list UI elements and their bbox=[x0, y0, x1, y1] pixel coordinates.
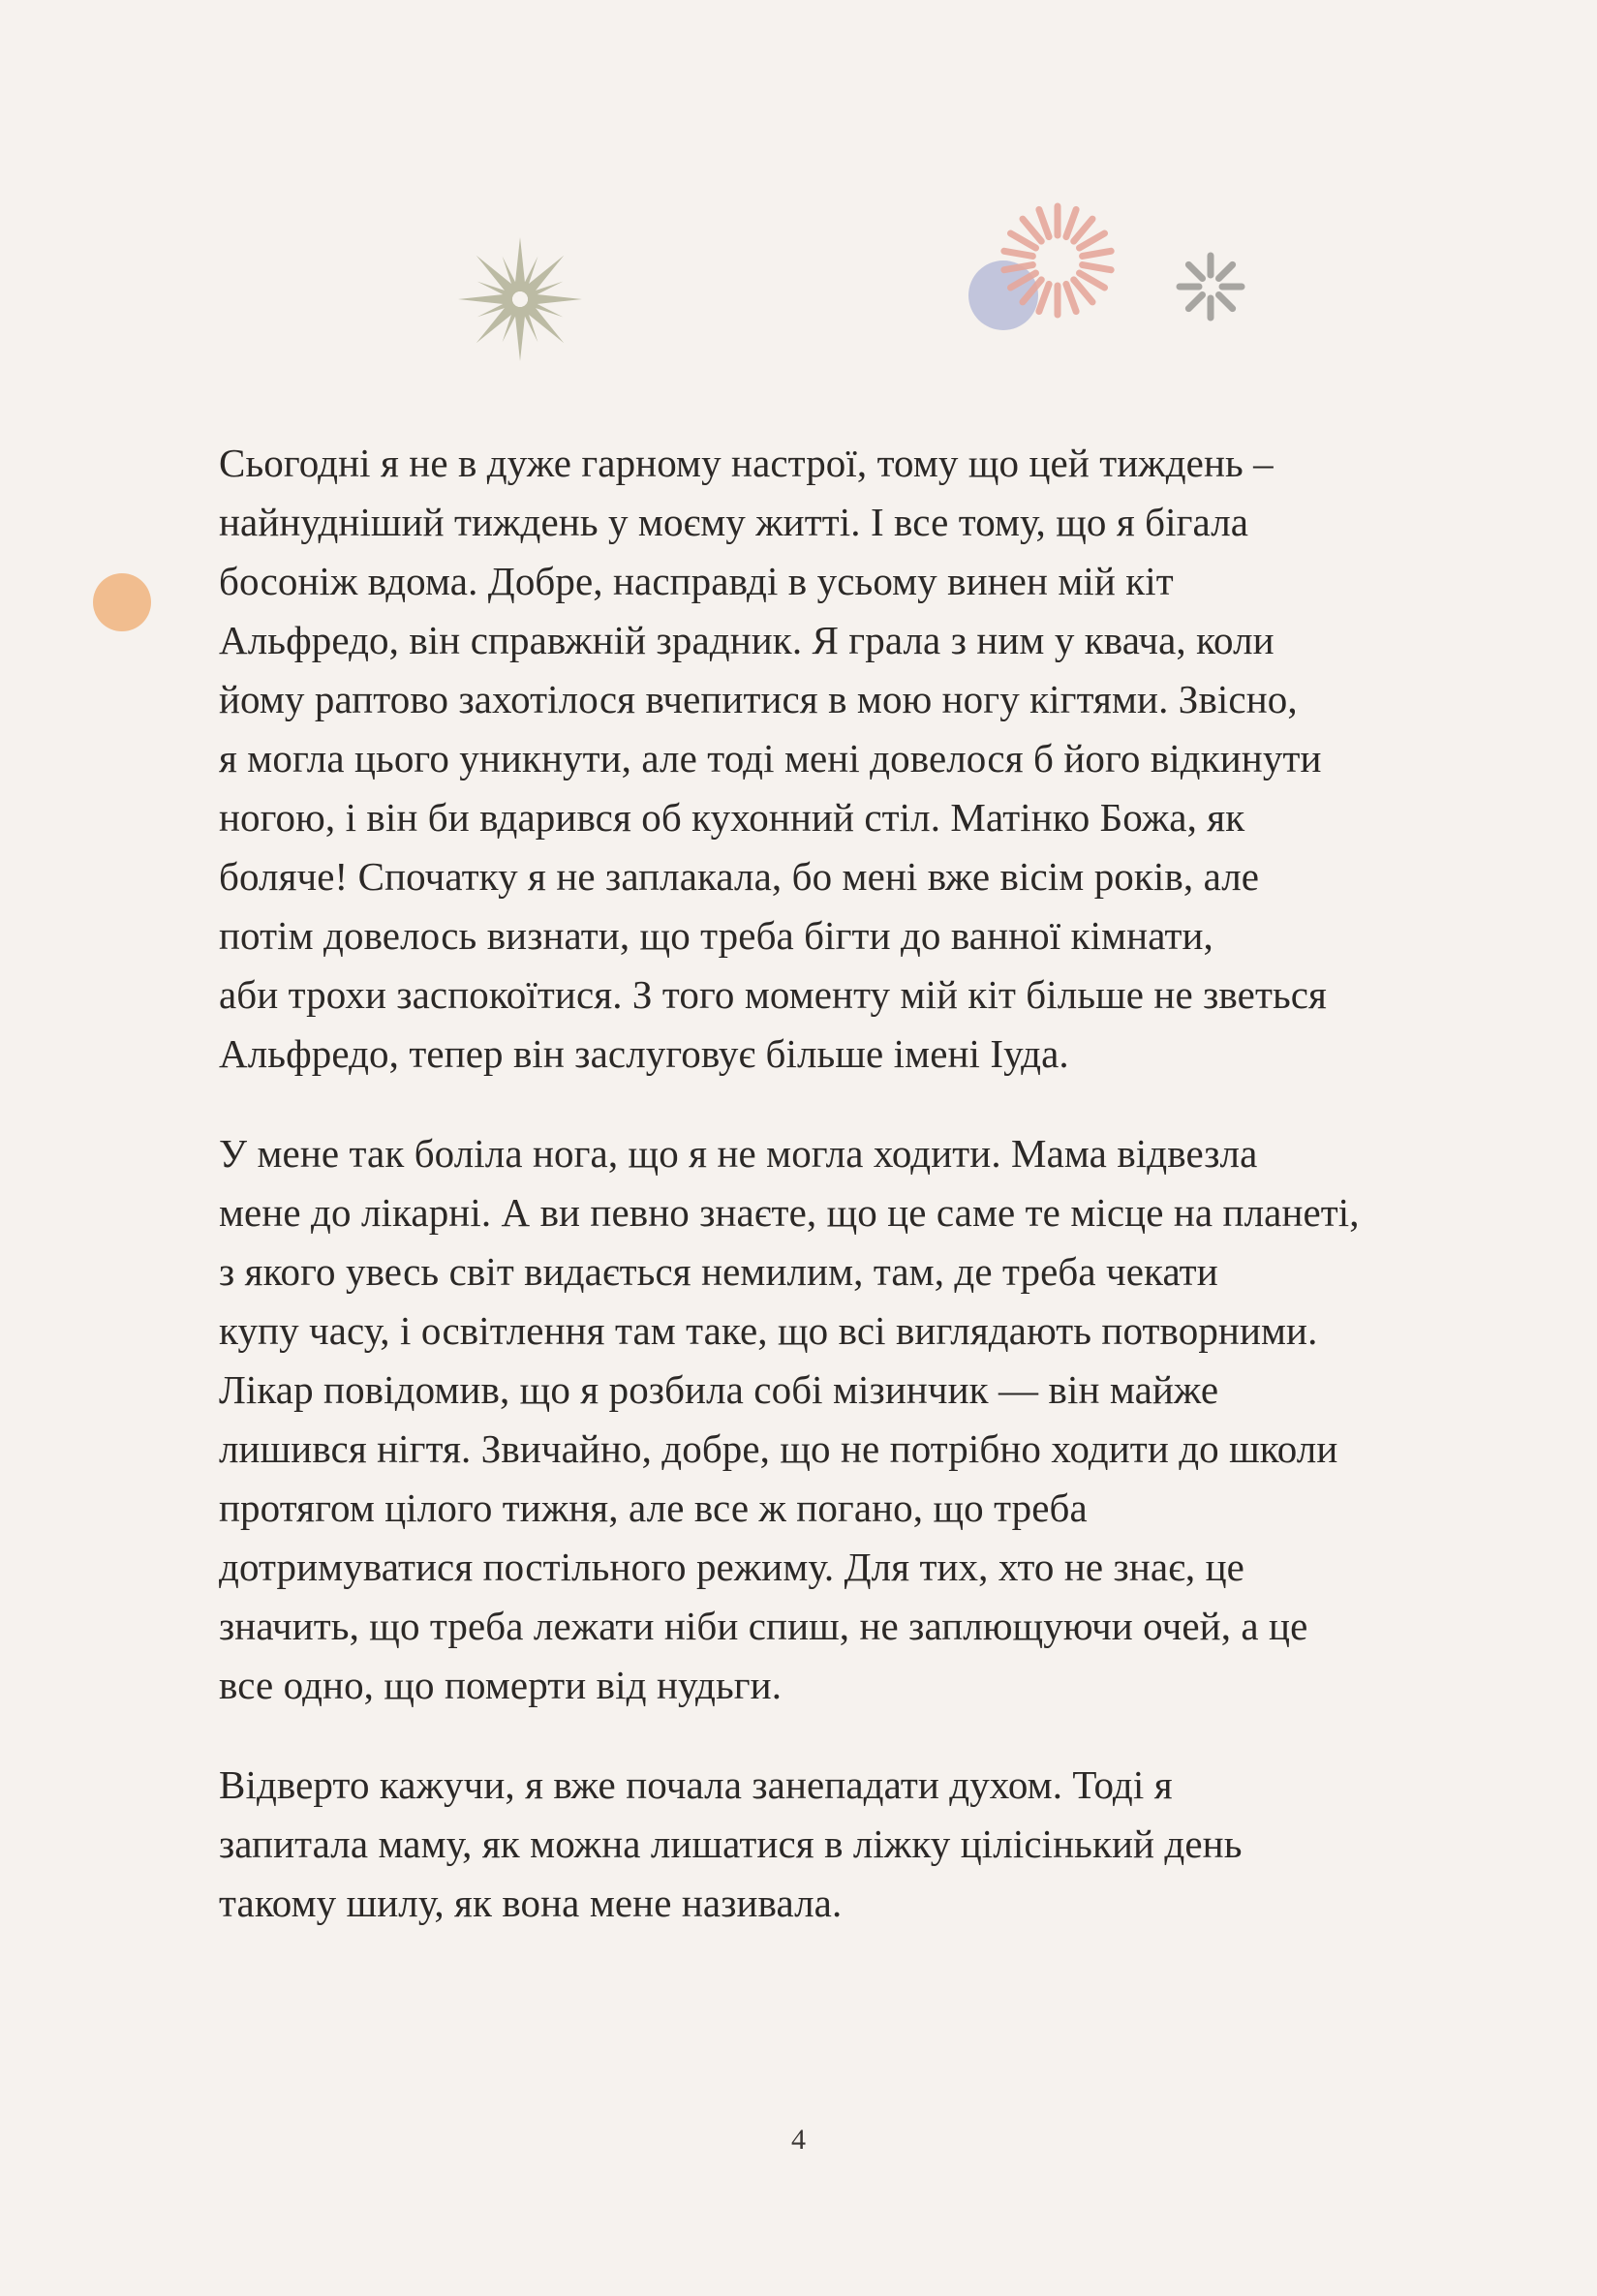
grey-burst-icon bbox=[1180, 256, 1242, 318]
paragraph-1: Сьогодні я не в дуже гарному настрої, тому що цей тиждень – найнудніший тиждень у моєму житті. І все тому, що я бігала босоніж вдома. Добре, насправді в усьому винен мій кіт Альфредо, він справжній зрадник. Я грала з ним у квача, коли йому раптово захотілося вчепитися в мою ногу кігтями. Звісно, я могла цього уникнути, але тоді мені довелося б його відкинути ногою, і він би вдарився об кухонний стіл. Матінко Божа, як боляче! Спочатку я не заплакала, бо мені вже вісім років, але потім довелось визнати, що треба бігти до ванної кімнати, аби трохи заспокоїтися. З того моменту мій кіт більше не зветься Альфредо, тепер він заслуговує більше імені Іуда. bbox=[219, 441, 1328, 1076]
page-number: 4 bbox=[791, 2124, 806, 2156]
paragraph-3: Відверто кажучи, я вже почала занепадати духом. Тоді я запитала маму, як можна лишатися в ліжку цілісінький день такому шилу, як вона мене називала. bbox=[219, 1762, 1243, 1925]
orange-dot-icon bbox=[93, 573, 151, 631]
blue-circle-icon bbox=[968, 260, 1038, 330]
pink-burst-icon bbox=[1004, 206, 1111, 315]
paragraph-2: У мене так боліла нога, що я не могла ходити. Мама відвезла мене до лікарні. А ви певно знаєте, що це саме те місце на планеті, з якого увесь світ видається немилим, там, де треба чекати купу часу, і освітлення там таке, що всі виглядають потворними. Лікар повідомив, що я розбила собі мізинчик — він майже лишився нігтя. Звичайно, добре, що не потрібно ходити до школи протягом цілого тижня, але все ж погано, що треба дотримуватися постільного режиму. Для тих, хто не знає, це значить, що треба лежати ніби спиш, не заплющуючи очей, а це все одно, що померти від нудьги. bbox=[219, 1131, 1360, 1707]
story-text bbox=[219, 434, 1478, 1974]
green-burst-icon bbox=[458, 237, 582, 361]
